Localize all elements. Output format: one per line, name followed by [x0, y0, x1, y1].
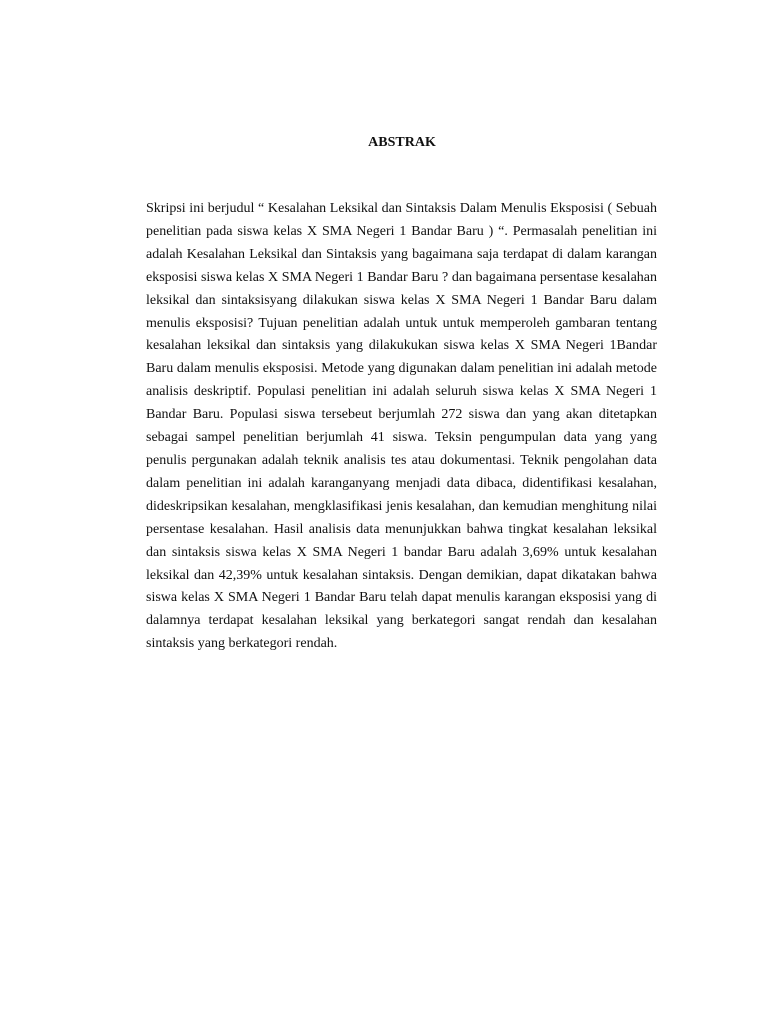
document-title: ABSTRAK	[368, 135, 436, 150]
abstract-paragraph: Skripsi ini berjudul “ Kesalahan Leksikal dan Sintaksis Dalam Menulis Eksposisi ( Sebuah penelitian pada siswa kelas X SMA Negeri 1 Bandar Baru ) “. Permasalah penelitian ini adalah Kesalahan Leksikal dan Sintaksis yang bagaimana saja terdapat di dalam karangan eksposisi siswa kelas X SMA Negeri 1 Bandar Baru ? dan bagaimana persentase kesalahan leksikal dan sintaksisyang dilakukan siswa kelas X SMA Negeri 1 Bandar Baru dalam menulis eksposisi? Tujuan penelitian adalah untuk untuk memperoleh gambaran tentang kesalahan leksikal dan sintaksis yang dilakukukan siswa kelas X SMA Negeri 1Bandar Baru dalam menulis eksposisi. Metode yang digunakan dalam penelitian ini adalah metode analisis deskriptif. Populasi penelitian ini adalah seluruh siswa kelas X SMA Negeri 1 Bandar Baru. Populasi siswa tersebeut berjumlah 272 siswa dan yang akan ditetapkan sebagai sampel penelitian berjumlah 41 siswa. Teksin pengumpulan data yang yang penulis pergunakan adalah teknik analisis tes atau dokumentasi. Teknik pengolahan data dalam penelitian ini adalah karanganyang menjadi data dibaca, didentifikasi kesalahan, dideskripsikan kesalahan, mengklasifikasi jenis kesalahan, dan kemudian menghitung nilai persentase kesalahan. Hasil analisis data menunjukkan bahwa tingkat kesalahan leksikal dan sintaksis siswa kelas X SMA Negeri 1 bandar Baru adalah 3,69% untuk kesalahan leksikal dan 42,39% untuk kesalahan sintaksis. Dengan demikian, dapat dikatakan bahwa siswa kelas X SMA Negeri 1 Bandar Baru telah dapat menulis karangan eksposisi yang di dalamnya terdapat kesalahan leksikal yang berkategori sangat rendah dan kesalahan sintaksis yang berkategori rendah.	[146, 201, 657, 652]
